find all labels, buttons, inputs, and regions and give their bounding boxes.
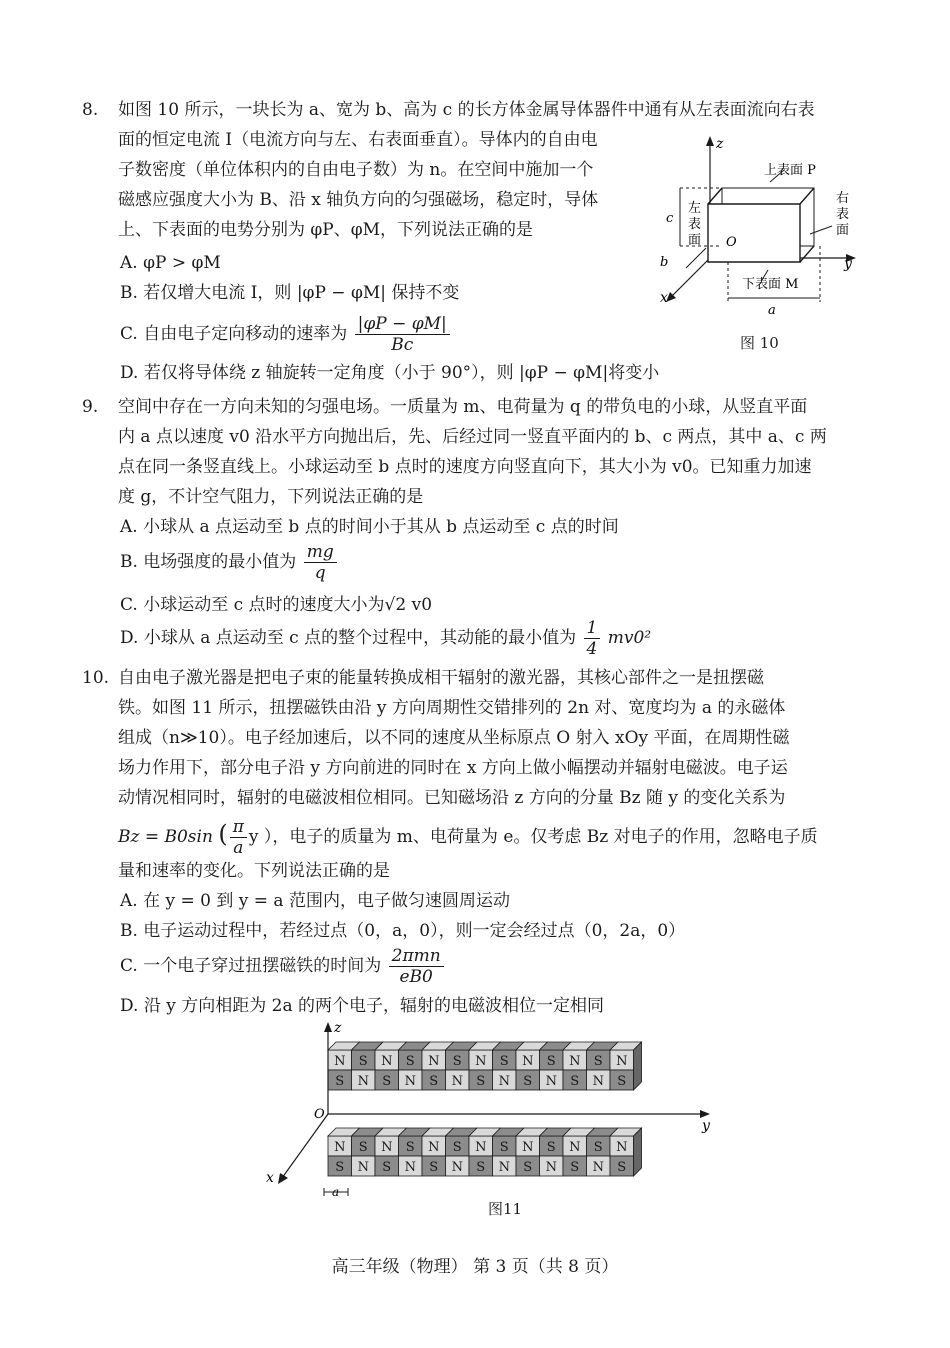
fig11-lower-pole-label: N xyxy=(475,1140,487,1155)
fig11-lower-pole-label: S xyxy=(617,1160,627,1175)
fig11-lower-pole-label: N xyxy=(334,1140,346,1155)
fig10-right-surface-2: 表 xyxy=(836,207,850,222)
fig11-lower-pole-label: N xyxy=(451,1160,463,1175)
fig11-lower-pole-label: N xyxy=(357,1160,369,1175)
fig11-lower-side-face xyxy=(634,1128,642,1176)
q9-option-b-fraction xyxy=(304,542,337,583)
q9-line-1: 空间中存在一方向未知的匀强电场。一质量为 m、电荷量为 q 的带负电的小球，从竖直平面 xyxy=(118,397,808,417)
fig11-lower-pole-label: S xyxy=(546,1140,556,1155)
fig11-magnets-lower xyxy=(328,1128,642,1176)
fig11-lower-pole-label: S xyxy=(476,1160,486,1175)
q10-option-c xyxy=(120,944,446,988)
q9-line-2: 内 a 点以速度 v0 沿水平方向抛出后，先、后经过同一竖直平面内的 b、c 两点，其中 a、c 两 xyxy=(118,427,827,447)
q8-option-c-text: C. 自由电子定向移动的速率为 xyxy=(120,324,348,344)
question-10-number: 10. xyxy=(82,668,110,688)
fig11-lower-pole-label: N xyxy=(545,1160,557,1175)
fig11-lower-pole-label: S xyxy=(358,1140,368,1155)
q8-c-denominator: Bc xyxy=(391,335,414,355)
fig11-lower-pole-label: S xyxy=(335,1160,345,1175)
fig11-upper-pole-label: S xyxy=(382,1074,392,1089)
fig11-lower-pole-label: N xyxy=(616,1140,628,1155)
fig11-lower-pole-label: S xyxy=(452,1140,462,1155)
fig10-left-surface-2: 表 xyxy=(688,217,702,232)
q8-line-3: 子数密度（单位体积内的自由电子数）为 n。在空间中施加一个 xyxy=(118,160,594,180)
fig11-upper-pole-label: S xyxy=(593,1054,603,1069)
fig11-upper-pole-label: S xyxy=(546,1054,556,1069)
q9-option-a: A. 小球从 a 点运动至 b 点的时间小于其从 b 点运动至 c 点的时间 xyxy=(120,517,619,537)
q10-line-2: 铁。如图 11 所示，扭摆磁铁由沿 y 方向周期性交错排列的 2n 对、宽度均为 a 的永磁体 xyxy=(118,698,786,718)
fig11-lower-pole-label: N xyxy=(381,1140,393,1155)
q9-b-numerator: mg xyxy=(304,542,337,563)
q8-line-2: 面的恒定电流 I（电流方向与左、右表面垂直）。导体内的自由电 xyxy=(118,130,598,150)
q10-line-3: 组成（n≫10）。电子经加速后，以不同的速度从坐标原点 O 射入 xOy 平面，在周期性磁 xyxy=(118,728,790,748)
q9-line-3: 点在同一条竖直线上。小球运动至 b 点时的速度方向竖直向下，其大小为 v0。已知重力加速 xyxy=(118,457,812,477)
fig11-a-label: a xyxy=(332,1185,340,1198)
fig11-x-label: x xyxy=(266,1170,274,1186)
q10-line-1: 自由电子激光器是把电子束的能量转换成相干辐射的激光器，其核心部件之一是扭摆磁 xyxy=(118,668,764,688)
q8-line-4: 磁感应强度大小为 B、沿 x 轴负方向的匀强磁场，稳定时，导体 xyxy=(118,190,599,210)
fig11-upper-pole-label: S xyxy=(405,1054,415,1069)
fig11-upper-pole-label: S xyxy=(429,1074,439,1089)
q10-line-5: 动情况相同时，辐射的电磁波相位相同。已知磁场沿 z 方向的分量 Bz 随 y 的变化关系为 xyxy=(118,788,786,808)
question-9-number: 9. xyxy=(82,397,99,417)
fig11-lower-pole-label: S xyxy=(382,1160,392,1175)
fig10-right-surface-1: 右 xyxy=(836,191,850,206)
fig11-lower-pole-label: N xyxy=(569,1140,581,1155)
q9-d-tail: mv0² xyxy=(607,628,652,648)
figure-11-diagram xyxy=(262,1018,732,1198)
q10-option-c-fraction xyxy=(389,946,444,987)
q10-option-b: B. 电子运动过程中，若经过点（0，a，0），则一定会经过点（0，2a，0） xyxy=(120,921,686,941)
fig11-lower-pole-label: N xyxy=(498,1160,510,1175)
fig11-lower-pole-label: N xyxy=(592,1160,604,1175)
fig11-upper-pole-label: N xyxy=(475,1054,487,1069)
fig10-top-surface-label: 上表面 P xyxy=(764,163,816,178)
fig11-upper-side-face xyxy=(634,1042,642,1090)
fig11-lower-pole-label: S xyxy=(593,1140,603,1155)
fig10-right-surface-3: 面 xyxy=(836,223,850,238)
fig11-lower-pole-label: N xyxy=(522,1140,534,1155)
q10-c-numerator: 2πmn xyxy=(389,946,444,967)
fig11-upper-pole-label: S xyxy=(617,1074,627,1089)
fig11-upper-pole-label: N xyxy=(522,1054,534,1069)
fig11-lower-pole-label: S xyxy=(405,1140,415,1155)
fig11-upper-pole-label: N xyxy=(404,1074,416,1089)
q8-line-1: 如图 10 所示，一块长为 a、宽为 b、高为 c 的长方体金属导体器件中通有从左表面流向右表 xyxy=(118,100,815,120)
q9-line-4: 度 g，不计空气阻力，下列说法正确的是 xyxy=(118,487,424,507)
q10-l6-denominator: a xyxy=(233,838,244,858)
q9-option-d-fraction xyxy=(584,618,601,659)
q8-c-numerator: |φP − φM| xyxy=(355,314,450,335)
fig10-left-surface-3: 面 xyxy=(688,233,702,248)
fig11-lower-pole-label: S xyxy=(570,1160,580,1175)
q10-line-6: Bz = B0sin ( $\frac{\pi}{a}$ y ），电子的质量为 m、电荷量为 e。仅考虑 Bz 对电子的作用，忽略电子质 xyxy=(118,817,818,858)
fig11-upper-pole-label: S xyxy=(452,1054,462,1069)
fig11-upper-pole-label: N xyxy=(569,1054,581,1069)
fig11-upper-pole-label: S xyxy=(523,1074,533,1089)
q8-line-5: 上、下表面的电势分别为 φP、φM，下列说法正确的是 xyxy=(118,220,534,240)
fig10-bottom-surface-label: 下表面 M xyxy=(742,277,799,292)
q9-option-b-text: B. 电场强度的最小值为 xyxy=(120,552,297,572)
figure-11-caption: 图11 xyxy=(488,1200,523,1218)
fig11-upper-pole-label: S xyxy=(499,1054,509,1069)
fig11-upper-pole-label: S xyxy=(476,1074,486,1089)
fig11-upper-pole-label: S xyxy=(358,1054,368,1069)
fig10-x-label: x xyxy=(660,290,668,306)
fig11-lower-pole-label: S xyxy=(499,1140,509,1155)
fig11-upper-pole-label: N xyxy=(334,1054,346,1069)
figure-10-diagram xyxy=(650,130,880,360)
fig11-upper-pole-label: N xyxy=(428,1054,440,1069)
fig10-b-label: b xyxy=(660,255,669,270)
q8-option-a: A. φP > φM xyxy=(120,253,221,273)
fig11-y-label: y xyxy=(702,1118,710,1134)
q8-option-c xyxy=(120,312,452,356)
fig11-lower-pole-label: N xyxy=(428,1140,440,1155)
q9-d-denominator: 4 xyxy=(586,639,598,659)
fig11-upper-pole-label: N xyxy=(451,1074,463,1089)
fig11-lower-pole-label: S xyxy=(429,1160,439,1175)
q9-option-d xyxy=(120,616,651,660)
fig11-upper-pole-label: N xyxy=(545,1074,557,1089)
q10-line-4: 场力作用下，部分电子沿 y 方向前进的同时在 x 方向上做小幅摆动并辐射电磁波。电子运 xyxy=(118,758,788,778)
q9-b-denominator: q xyxy=(314,563,326,583)
q8-option-c-fraction xyxy=(355,314,450,355)
q10-l6-numerator: π xyxy=(230,817,247,838)
page-footer: 高三年级（物理） 第 3 页（共 8 页） xyxy=(331,1257,619,1277)
q8-option-d: D. 若仅将导体绕 z 轴旋转一定角度（小于 90°），则 |φP − φM|将变小 xyxy=(120,363,660,383)
q8-option-b: B. 若仅增大电流 I，则 |φP − φM| 保持不变 xyxy=(120,283,460,303)
fig11-upper-pole-label: S xyxy=(335,1074,345,1089)
fig10-z-label: z xyxy=(716,136,724,152)
q10-c-denominator: eB0 xyxy=(399,967,433,987)
fig11-z-label: z xyxy=(334,1020,342,1036)
q10-line-7: 量和速率的变化。下列说法正确的是 xyxy=(118,861,390,881)
fig11-origin-label: O xyxy=(314,1107,325,1122)
q10-line-6-fraction xyxy=(230,817,247,858)
q9-d-numerator: 1 xyxy=(584,618,601,639)
figure-10-caption: 图 10 xyxy=(740,334,779,352)
fig10-origin-label: O xyxy=(726,235,737,250)
fig11-upper-pole-label: N xyxy=(592,1074,604,1089)
fig11-upper-pole-label: N xyxy=(357,1074,369,1089)
fig11-upper-pole-label: N xyxy=(616,1054,628,1069)
fig11-upper-pole-label: N xyxy=(381,1054,393,1069)
fig11-upper-pole-label: N xyxy=(498,1074,510,1089)
question-8-number: 8. xyxy=(82,100,99,120)
fig11-magnets-upper xyxy=(328,1042,642,1090)
fig11-lower-pole-label: N xyxy=(404,1160,416,1175)
q9-option-c: C. 小球运动至 c 点时的速度大小为√2 v0 xyxy=(120,595,433,615)
fig11-lower-pole-label: S xyxy=(523,1160,533,1175)
q10-option-d: D. 沿 y 方向相距为 2a 的两个电子，辐射的电磁波相位一定相同 xyxy=(120,996,605,1016)
fig10-a-label: a xyxy=(768,303,776,318)
q10-line-6-rest: y ），电子的质量为 m、电荷量为 e。仅考虑 Bz 对电子的作用，忽略电子质 xyxy=(248,827,818,847)
q10-line-6-formula: Bz = B0sin xyxy=(118,827,213,847)
q10-option-a: A. 在 y = 0 到 y = a 范围内，电子做匀速圆周运动 xyxy=(120,891,510,911)
q9-option-d-text: D. 小球从 a 点运动至 c 点的整个过程中，其动能的最小值为 xyxy=(120,628,577,648)
fig10-c-label: c xyxy=(666,211,674,226)
q10-option-c-text: C. 一个电子穿过扭摆磁铁的时间为 xyxy=(120,956,382,976)
fig11-upper-pole-label: S xyxy=(570,1074,580,1089)
fig10-left-surface-1: 左 xyxy=(688,201,702,216)
q9-option-b xyxy=(120,540,339,584)
fig10-y-label: y xyxy=(844,256,852,272)
